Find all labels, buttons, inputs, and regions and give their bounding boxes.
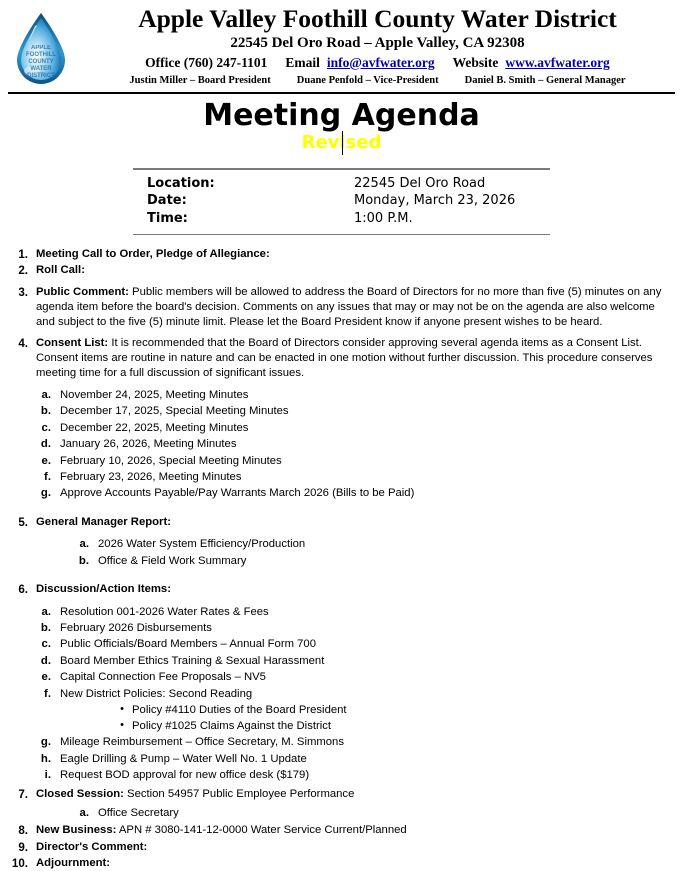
- sub-text: Request BOD approval for new office desk ($179): [60, 768, 310, 781]
- list-item: [76, 805, 673, 821]
- agenda-item-7-sublist: [76, 805, 673, 821]
- agenda-item-1-number: 1.: [18, 248, 28, 262]
- sub-letter: e.: [41, 671, 51, 684]
- agenda-item-3: [10, 285, 673, 330]
- list-item: [112, 702, 673, 718]
- svg-text:COUNTY: COUNTY: [28, 59, 54, 65]
- svg-text:DISTRICT: DISTRICT: [27, 73, 55, 79]
- sub-letter: g.: [40, 487, 51, 500]
- time-label: Time:: [147, 210, 188, 226]
- sub-letter: a.: [79, 538, 89, 551]
- list-item: [38, 653, 673, 669]
- letterhead: [0, 0, 683, 88]
- revised-line: [0, 131, 683, 153]
- sub-text: Capital Connection Fee Proposals – NV5: [60, 671, 266, 684]
- agenda-item-5-number: 5.: [18, 515, 28, 529]
- sub-text: December 22, 2025, Meeting Minutes: [60, 421, 249, 434]
- officer-board-president: Justin Miller – Board President: [129, 74, 271, 86]
- list-item: [38, 420, 673, 436]
- agenda-item-6-label: Discussion/Action Items:: [36, 583, 171, 596]
- agenda-item-9-label: Director's Comment:: [36, 840, 148, 853]
- agenda-item-7-label: Closed Session:: [36, 788, 124, 801]
- sub-text: February 23, 2026, Meeting Minutes: [60, 471, 242, 484]
- list-item: [38, 436, 673, 452]
- agenda-item-7: [10, 787, 673, 802]
- list-item: [38, 669, 673, 685]
- agenda-item-7-number: 7.: [18, 788, 28, 802]
- header-divider: [8, 92, 675, 94]
- email-link[interactable]: info@avfwater.org: [326, 54, 435, 70]
- sub-text: Public Officials/Board Members – Annual Form 700: [60, 638, 316, 651]
- agenda-item-6-sublist: [38, 604, 673, 784]
- sub-letter: c.: [41, 638, 51, 651]
- organization-address: 22545 Del Oro Road – Apple Valley, CA 92308: [230, 34, 525, 51]
- agenda-item-9: [10, 840, 673, 855]
- agenda-list: [0, 247, 683, 871]
- page-title: Meeting Agenda: [203, 98, 480, 133]
- agenda-item-2-label: Roll Call:: [36, 264, 85, 277]
- sub-letter: c.: [41, 421, 51, 434]
- sub-text: Eagle Drilling & Pump – Water Well No. 1 Update: [60, 752, 307, 765]
- agenda-item-5-sublist: [76, 536, 673, 569]
- agenda-item-10-label: Adjournment:: [36, 857, 111, 870]
- agenda-item-10-number: 10.: [11, 857, 28, 871]
- list-item: [38, 620, 673, 636]
- detail-row-time: [147, 210, 550, 227]
- agenda-item-4-number: 4.: [18, 336, 28, 350]
- list-item: [38, 751, 673, 767]
- list-item: [38, 734, 673, 750]
- agenda-item-3-text: Public members will be allowed to address the Board of Directors for no more than five (5) minutes on any agenda item before the board's decision. Comments on any issues that may or may not be on the agenda are also welcome and subject to the five (5) minute limit. Please let the Board President know if anyone present wishes to be heard.: [36, 285, 662, 328]
- detail-row-date: [147, 192, 550, 209]
- list-item: [38, 767, 673, 783]
- agenda-item-8-text: APN # 3080-141-12-0000 Water Service Current/Planned: [116, 824, 407, 837]
- agenda-item-3-number: 3.: [18, 285, 28, 299]
- time-value: 1:00 P.M.: [354, 210, 413, 226]
- sub-letter: i.: [44, 768, 51, 781]
- agenda-item-4-sublist: [38, 387, 673, 502]
- water-droplet-logo: [8, 10, 74, 88]
- revised-label: [301, 131, 382, 153]
- sub-letter: a.: [41, 388, 51, 401]
- agenda-item-8: [10, 823, 673, 838]
- agenda-item-9-number: 9.: [18, 840, 28, 854]
- location-value: 22545 Del Oro Road: [354, 175, 486, 191]
- sub-letter: b.: [78, 554, 89, 567]
- agenda-item-5: [10, 515, 673, 530]
- agenda-item-6: [10, 582, 673, 597]
- sub-text: Board Member Ethics Training & Sexual Harassment: [60, 654, 325, 667]
- list-item: [112, 718, 673, 734]
- officer-general-manager: Daniel B. Smith – General Manager: [464, 74, 626, 86]
- organization-contact-line: [80, 55, 675, 72]
- sub-text: 2026 Water System Efficiency/Production: [98, 538, 306, 551]
- agenda-item-10: [10, 856, 673, 871]
- agenda-item-2-number: 2.: [18, 264, 28, 278]
- sub-text: Office Secretary: [98, 806, 179, 819]
- agenda-item-4: [10, 336, 673, 381]
- agenda-item-1: [10, 247, 673, 262]
- text-cursor-caret: [342, 131, 343, 155]
- agenda-item-6f-bullets: [112, 702, 673, 734]
- list-item: [38, 636, 673, 652]
- droplet-icon: [8, 10, 74, 88]
- agenda-item-2: [10, 263, 673, 278]
- list-item: [38, 403, 673, 419]
- sub-text: Mileage Reimbursement – Office Secretary, M. Simmons: [60, 736, 344, 749]
- agenda-item-4-text: It is recommended that the Board of Directors consider approving several agenda items as a Consent List. Consent items are routine in nature and can be enacted in one motion without further discussion. This procedure conserves meeting time for a full discussion of significant issues.: [36, 336, 653, 379]
- website-link[interactable]: www.avfwater.org: [505, 54, 610, 70]
- agenda-item-6-number: 6.: [18, 583, 28, 597]
- organization-officers-line: [80, 74, 675, 88]
- list-item: [76, 553, 673, 569]
- sub-letter: f.: [44, 471, 51, 484]
- agenda-item-5-label: General Manager Report:: [36, 515, 171, 528]
- sub-text: February 10, 2026, Special Meeting Minutes: [60, 454, 282, 467]
- agenda-item-8-label: New Business:: [36, 824, 117, 837]
- list-item: [38, 387, 673, 403]
- date-label: Date:: [147, 193, 187, 209]
- svg-text:WATER: WATER: [30, 66, 52, 72]
- sub-letter: h.: [40, 752, 51, 765]
- sub-letter: d.: [40, 654, 51, 667]
- email-label: Email: [285, 54, 320, 70]
- agenda-item-4-label: Consent List:: [36, 336, 109, 349]
- office-phone: Office (760) 247-1101: [145, 54, 268, 70]
- location-label: Location:: [147, 175, 215, 191]
- sub-text: Resolution 001-2026 Water Rates & Fees: [60, 605, 269, 618]
- sub-letter: f.: [44, 687, 51, 700]
- revised-text: Revised: [301, 131, 382, 153]
- detail-row-location: [147, 175, 550, 192]
- bullet-icon: •: [120, 703, 124, 716]
- list-item: [38, 453, 673, 469]
- officer-vice-president: Duane Penfold – Vice-President: [296, 74, 439, 86]
- sub-letter: e.: [41, 454, 51, 467]
- website-label: Website: [452, 54, 499, 70]
- sub-letter: a.: [79, 806, 89, 819]
- sub-letter: b.: [40, 621, 51, 634]
- meeting-details-box: [133, 168, 550, 235]
- svg-text:FOOTHILL: FOOTHILL: [26, 52, 56, 58]
- list-item: [76, 536, 673, 552]
- sub-text: Approve Accounts Payable/Pay Warrants March 2026 (Bills to be Paid): [60, 487, 415, 500]
- sub-text: January 26, 2026, Meeting Minutes: [60, 438, 237, 451]
- sub-letter: d.: [40, 438, 51, 451]
- sub-text: Office & Field Work Summary: [98, 554, 247, 567]
- agenda-item-1-label: Meeting Call to Order, Pledge of Allegiance:: [36, 248, 270, 261]
- bullet-text: Policy #1025 Claims Against the District: [132, 720, 332, 733]
- sub-text: February 2026 Disbursements: [60, 621, 212, 634]
- date-value: Monday, March 23, 2026: [354, 193, 516, 209]
- sub-text: November 24, 2025, Meeting Minutes: [60, 388, 249, 401]
- bullet-text: Policy #4110 Duties of the Board President: [132, 704, 347, 717]
- sub-letter: g.: [40, 736, 51, 749]
- list-item: [38, 604, 673, 620]
- bullet-icon: •: [120, 719, 124, 732]
- sub-letter: b.: [40, 405, 51, 418]
- sub-letter: a.: [41, 605, 51, 618]
- agenda-item-8-number: 8.: [18, 824, 28, 838]
- agenda-item-3-label: Public Comment:: [36, 285, 129, 298]
- svg-text:APPLE: APPLE: [30, 45, 52, 51]
- list-item: [38, 469, 673, 485]
- list-item: [38, 485, 673, 501]
- title-block: [0, 100, 683, 152]
- sub-text: December 17, 2025, Special Meeting Minutes: [60, 405, 289, 418]
- sub-text: New District Policies: Second Reading: [60, 687, 253, 700]
- organization-name: Apple Valley Foothill County Water District: [138, 4, 617, 33]
- list-item: [38, 686, 673, 702]
- agenda-item-7-text: Section 54957 Public Employee Performance: [123, 788, 355, 801]
